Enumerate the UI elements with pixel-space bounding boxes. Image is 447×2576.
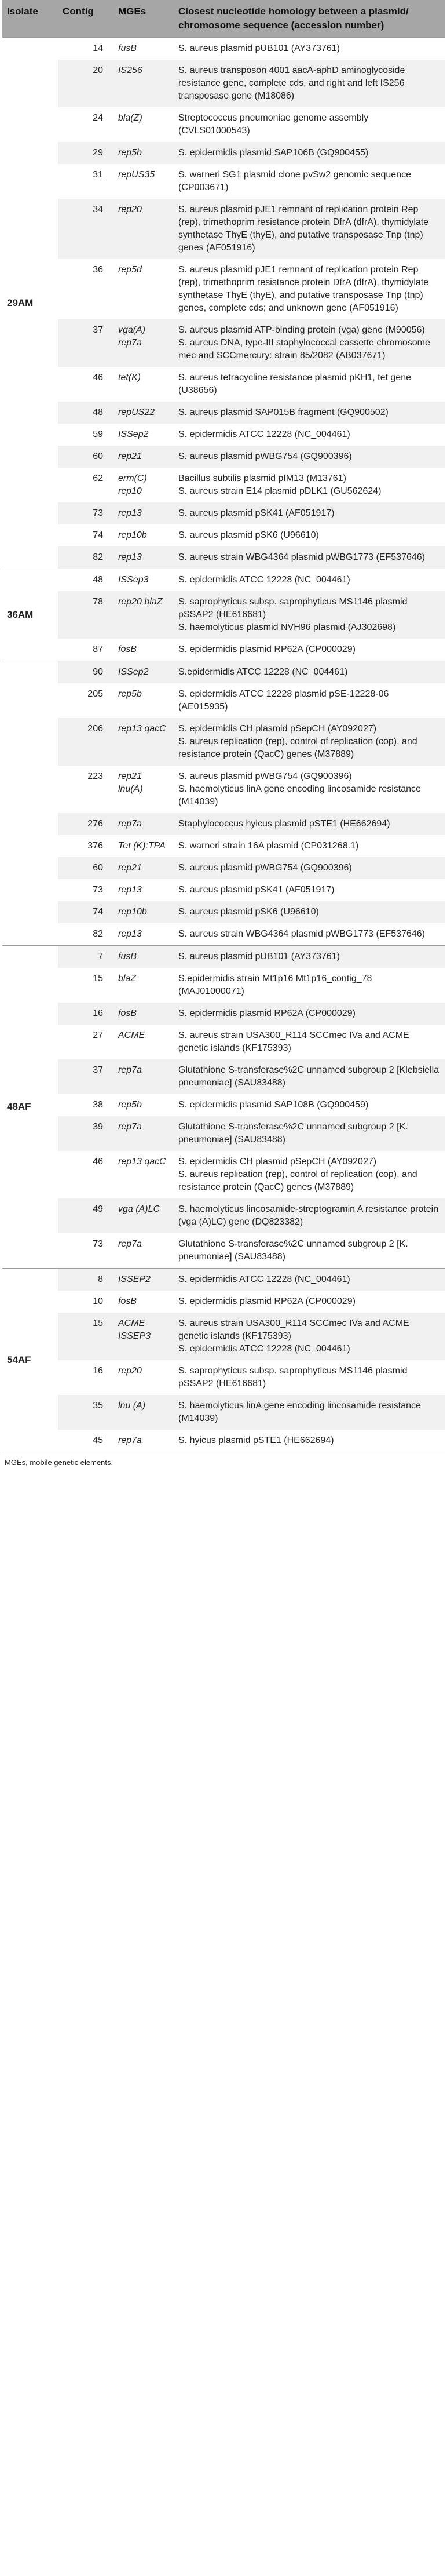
homology-line: S. haemolyticus lincosamide-streptogramin A resistance protein (vga (A)LC) gene (DQ823382)	[178, 1204, 439, 1227]
contig-cell: 37	[58, 319, 113, 367]
mge-cell: rep5b	[113, 1094, 174, 1116]
contig-cell: 60	[58, 857, 113, 879]
mge-cell: fosB	[113, 639, 174, 661]
homology-cell	[174, 923, 445, 946]
table-row	[2, 1116, 445, 1151]
homology-line: S. aureus strain WBG4364 plasmid pWBG1773 (EF537646)	[178, 552, 425, 562]
mge-cell: rep13	[113, 879, 174, 901]
mge-cell: rep20 blaZ	[113, 591, 174, 639]
table-row	[2, 1313, 445, 1360]
homology-line: S. epidermidis plasmid RP62A (CP000029)	[178, 1296, 356, 1306]
mge-cell: repUS35	[113, 164, 174, 199]
isolate-cell: 48AF	[2, 946, 58, 1269]
mge-cell: rep21	[113, 857, 174, 879]
contig-cell: 15	[58, 968, 113, 1003]
table-row	[2, 901, 445, 923]
mge-homology-table	[2, 0, 445, 1452]
homology-cell	[174, 901, 445, 923]
contig-cell: 45	[58, 1430, 113, 1452]
contig-cell: 34	[58, 199, 113, 259]
mge-cell: rep13 qacC	[113, 1151, 174, 1198]
isolate-cell	[2, 661, 58, 946]
table-row	[2, 60, 445, 107]
homology-cell	[174, 661, 445, 684]
table-row	[2, 718, 445, 766]
table-footnote: MGEs, mobile genetic elements.	[2, 1452, 445, 1467]
contig-cell: 10	[58, 1291, 113, 1313]
homology-line: S. aureus plasmid pWBG754 (GQ900396)	[178, 451, 352, 461]
homology-cell	[174, 718, 445, 766]
mge-cell: rep21	[113, 446, 174, 468]
header-row	[2, 0, 445, 38]
homology-line: Staphylococcus hyicus plasmid pSTE1 (HE662694)	[178, 819, 390, 829]
contig-cell: 14	[58, 38, 113, 60]
table-header	[2, 0, 445, 38]
contig-cell: 206	[58, 718, 113, 766]
homology-cell	[174, 446, 445, 468]
contig-cell: 8	[58, 1269, 113, 1291]
table-row	[2, 424, 445, 446]
contig-cell: 46	[58, 1151, 113, 1198]
table-row	[2, 1291, 445, 1313]
mge-cell: rep7a	[113, 1116, 174, 1151]
contig-cell: 74	[58, 901, 113, 923]
table-row	[2, 38, 445, 60]
mge-cell: rep7a	[113, 1059, 174, 1094]
homology-cell	[174, 591, 445, 639]
contig-cell: 87	[58, 639, 113, 661]
table-row	[2, 1198, 445, 1233]
contig-cell: 31	[58, 164, 113, 199]
table-row	[2, 835, 445, 857]
homology-line: S.epidermidis strain Mt1p16 Mt1p16_contig_78 (MAJ01000071)	[178, 974, 372, 996]
homology-line: S. aureus plasmid SAP015B fragment (GQ900502)	[178, 407, 389, 417]
table-row	[2, 319, 445, 367]
contig-cell: 35	[58, 1395, 113, 1430]
homology-line: S. aureus plasmid ATP-binding protein (vga) gene (M90056)	[178, 325, 425, 335]
homology-line: S. aureus strain USA300_R114 SCCmec IVa and ACME genetic islands (KF175393)	[178, 1318, 409, 1341]
contig-cell: 48	[58, 402, 113, 424]
homology-line: S. aureus plasmid pSK6 (U96610)	[178, 907, 319, 917]
mge-cell: rep20	[113, 1360, 174, 1395]
mge-cell: rep7a	[113, 813, 174, 835]
contig-cell: 62	[58, 468, 113, 502]
homology-line: S. aureus plasmid pSK41 (AF051917)	[178, 885, 335, 895]
homology-cell	[174, 524, 445, 546]
mge-cell: repUS22	[113, 402, 174, 424]
mge-cell: rep7a	[113, 1233, 174, 1269]
mge-cell: ISSep3	[113, 569, 174, 592]
table-row	[2, 591, 445, 639]
homology-cell	[174, 857, 445, 879]
mge-cell: ACME	[113, 1025, 174, 1059]
homology-line: S. saprophyticus subsp. saprophyticus MS1146 plasmid pSSAP2 (HE616681)	[178, 597, 408, 620]
homology-line: S. aureus strain USA300_R114 SCCmec IVa and ACME genetic islands (KF175393)	[178, 1030, 409, 1053]
table-body	[2, 38, 445, 1452]
homology-cell	[174, 199, 445, 259]
contig-cell: 82	[58, 546, 113, 569]
table-row	[2, 683, 445, 718]
table-row	[2, 199, 445, 259]
contig-cell: 16	[58, 1003, 113, 1025]
contig-cell: 49	[58, 1198, 113, 1233]
table-row	[2, 1003, 445, 1025]
homology-cell	[174, 835, 445, 857]
homology-line: Glutathione S-transferase%2C unnamed subgroup 2 [K. pneumoniae] (SAU83488)	[178, 1122, 408, 1145]
table-row	[2, 968, 445, 1003]
table-row	[2, 1395, 445, 1430]
contig-cell: 73	[58, 1233, 113, 1269]
homology-line: S. aureus plasmid pJE1 remnant of replication protein Rep (rep), trimethoprim resistance protein DfrA (dfrA), thymidylate synthetase ThyE (thyE), and putative transposase Tnp (tnp) genes (AF051916)	[178, 205, 429, 253]
homology-cell	[174, 1395, 445, 1430]
contig-cell: 60	[58, 446, 113, 468]
homology-cell	[174, 813, 445, 835]
mge-cell: fosB	[113, 1003, 174, 1025]
mge-cell: blaZ	[113, 968, 174, 1003]
mge-cell: rep13 qacC	[113, 718, 174, 766]
contig-cell: 15	[58, 1313, 113, 1360]
isolate-cell: 36AM	[2, 569, 58, 661]
table-row	[2, 524, 445, 546]
table-row	[2, 857, 445, 879]
mge-cell: ISSep2	[113, 661, 174, 684]
homology-cell	[174, 1198, 445, 1233]
homology-line: S. hyicus plasmid pSTE1 (HE662694)	[178, 1435, 334, 1445]
homology-line: Glutathione S-transferase%2C unnamed subgroup 2 [K. pneumoniae] (SAU83488)	[178, 1239, 408, 1262]
homology-line: S. haemolyticus linA gene encoding lincosamide resistance (M14039)	[178, 784, 421, 807]
homology-cell	[174, 1094, 445, 1116]
mge-cell: rep7a	[113, 1430, 174, 1452]
table-row	[2, 446, 445, 468]
mge-cell: fusB	[113, 38, 174, 60]
homology-line: S. aureus plasmid pUB101 (AY373761)	[178, 952, 340, 961]
contig-cell: 20	[58, 60, 113, 107]
homology-line: Glutathione S-transferase%2C unnamed subgroup 2 [Klebsiella pneumoniae] (SAU83488)	[178, 1065, 439, 1088]
mge-cell: rep20	[113, 199, 174, 259]
header-contig: Contig	[58, 0, 113, 38]
contig-cell: 73	[58, 879, 113, 901]
homology-line: S. epidermidis ATCC 12228 (NC_004461)	[178, 429, 350, 439]
mge-cell: Tet (K):TPA	[113, 835, 174, 857]
homology-line: S. epidermidis plasmid RP62A (CP000029)	[178, 644, 356, 654]
contig-cell: 27	[58, 1025, 113, 1059]
homology-cell	[174, 639, 445, 661]
mge-cell: vga(A) rep7a	[113, 319, 174, 367]
contig-cell: 82	[58, 923, 113, 946]
homology-line: S. aureus transposon 4001 aacA-aphD aminoglycoside resistance gene, complete cds, and right and left IS256 transposase gene (M18086)	[178, 65, 405, 101]
mge-cell: ISSEP2	[113, 1269, 174, 1291]
homology-cell	[174, 319, 445, 367]
homology-cell	[174, 38, 445, 60]
contig-cell: 376	[58, 835, 113, 857]
homology-cell	[174, 946, 445, 968]
homology-line: S. epidermidis CH plasmid pSepCH (AY092027)	[178, 724, 377, 734]
homology-cell	[174, 259, 445, 319]
homology-line: S. warneri SG1 plasmid clone pvSw2 genomic sequence (CP003671)	[178, 170, 411, 192]
mge-cell: fosB	[113, 1291, 174, 1313]
mge-cell: IS256	[113, 60, 174, 107]
contig-cell: 7	[58, 946, 113, 968]
header-mges: MGEs	[113, 0, 174, 38]
homology-line: S. aureus plasmid pSK41 (AF051917)	[178, 508, 335, 518]
table-row	[2, 107, 445, 142]
mge-cell: rep13	[113, 502, 174, 524]
homology-line: S. aureus tetracycline resistance plasmid pKH1, tet gene (U38656)	[178, 373, 411, 395]
homology-cell	[174, 164, 445, 199]
homology-line: S. haemolyticus linA gene encoding lincosamide resistance (M14039)	[178, 1401, 421, 1423]
homology-line: Bacillus subtilis plasmid pIM13 (M13761)	[178, 473, 346, 483]
homology-line: S. aureus replication (rep), control of replication (cop), and resistance protein (QacC) genes (M37889)	[178, 1169, 417, 1192]
mge-cell: ACME ISSEP3	[113, 1313, 174, 1360]
homology-cell	[174, 424, 445, 446]
table-row	[2, 142, 445, 164]
contig-cell: 73	[58, 502, 113, 524]
homology-cell	[174, 1151, 445, 1198]
table-row	[2, 1151, 445, 1198]
table-row	[2, 1430, 445, 1452]
homology-line: S. warneri strain 16A plasmid (CP031268.1)	[178, 841, 359, 851]
table-row	[2, 1233, 445, 1269]
table-row	[2, 367, 445, 402]
homology-line: S. epidermidis ATCC 12228 plasmid pSE-12228-06 (AE015935)	[178, 689, 389, 712]
mge-cell: fusB	[113, 946, 174, 968]
homology-cell	[174, 468, 445, 502]
homology-line: S. epidermidis ATCC 12228 (NC_004461)	[178, 1274, 350, 1284]
table-row	[2, 639, 445, 661]
homology-line: Streptococcus pneumoniae genome assembly (CVLS01000543)	[178, 113, 369, 136]
homology-line: S. epidermidis plasmid RP62A (CP000029)	[178, 1008, 356, 1018]
mge-cell: rep5d	[113, 259, 174, 319]
contig-cell: 46	[58, 367, 113, 402]
homology-cell	[174, 968, 445, 1003]
homology-line: S. epidermidis CH plasmid pSepCH (AY092027)	[178, 1157, 377, 1167]
contig-cell: 90	[58, 661, 113, 684]
homology-cell	[174, 1233, 445, 1269]
contig-cell: 16	[58, 1360, 113, 1395]
table-row	[2, 259, 445, 319]
homology-cell	[174, 1313, 445, 1360]
homology-line: S. aureus strain WBG4364 plasmid pWBG1773 (EF537646)	[178, 929, 425, 939]
homology-line: S. saprophyticus subsp. saprophyticus MS1146 plasmid pSSAP2 (HE616681)	[178, 1366, 408, 1389]
mge-cell: rep5b	[113, 683, 174, 718]
contig-cell: 223	[58, 766, 113, 813]
table-row	[2, 402, 445, 424]
contig-cell: 24	[58, 107, 113, 142]
contig-cell: 29	[58, 142, 113, 164]
homology-cell	[174, 1003, 445, 1025]
table-row	[2, 946, 445, 968]
contig-cell: 39	[58, 1116, 113, 1151]
homology-line: S. haemolyticus plasmid NVH96 plasmid (AJ302698)	[178, 622, 396, 632]
isolate-cell: 29AM	[2, 38, 58, 569]
mge-cell: rep13	[113, 923, 174, 946]
homology-cell	[174, 142, 445, 164]
homology-line: S. aureus plasmid pWBG754 (GQ900396)	[178, 863, 352, 873]
contig-cell: 59	[58, 424, 113, 446]
homology-line: S. epidermidis plasmid SAP106B (GQ900455)	[178, 148, 369, 158]
homology-cell	[174, 1116, 445, 1151]
mge-cell: ISSep2	[113, 424, 174, 446]
contig-cell: 36	[58, 259, 113, 319]
mge-cell: rep5b	[113, 142, 174, 164]
homology-line: S.epidermidis ATCC 12228 (NC_004461)	[178, 667, 348, 677]
homology-cell	[174, 60, 445, 107]
homology-cell	[174, 1025, 445, 1059]
homology-cell	[174, 683, 445, 718]
table-row	[2, 661, 445, 684]
homology-line: S. aureus DNA, type-III staphylococcal cassette chromosome mec and SCCmercury: strain 85/2082 (AB037671)	[178, 338, 430, 360]
homology-line: S. aureus plasmid pSK6 (U96610)	[178, 530, 319, 540]
contig-cell: 78	[58, 591, 113, 639]
table-row	[2, 879, 445, 901]
homology-line: S. epidermidis ATCC 12228 (NC_004461)	[178, 575, 350, 585]
homology-cell	[174, 1360, 445, 1395]
homology-cell	[174, 1291, 445, 1313]
table-row	[2, 1360, 445, 1395]
homology-line: S. aureus plasmid pUB101 (AY373761)	[178, 43, 340, 53]
table-row	[2, 766, 445, 813]
table-row	[2, 1025, 445, 1059]
contig-cell: 48	[58, 569, 113, 592]
table-row	[2, 1059, 445, 1094]
table-row	[2, 569, 445, 592]
mge-cell: rep21 lnu(A)	[113, 766, 174, 813]
contig-cell: 38	[58, 1094, 113, 1116]
table-row	[2, 1269, 445, 1291]
table-row	[2, 923, 445, 946]
mge-cell: bla(Z)	[113, 107, 174, 142]
homology-line: S. aureus replication (rep), control of replication (cop), and resistance protein (QacC) genes (M37889)	[178, 737, 417, 759]
table-row	[2, 468, 445, 502]
contig-cell: 74	[58, 524, 113, 546]
table-row	[2, 164, 445, 199]
homology-line: S. epidermidis plasmid SAP108B (GQ900459)	[178, 1100, 369, 1110]
table-row	[2, 1094, 445, 1116]
contig-cell: 276	[58, 813, 113, 835]
mge-cell: rep10b	[113, 901, 174, 923]
header-isolate: Isolate	[2, 0, 58, 38]
homology-cell	[174, 502, 445, 524]
homology-cell	[174, 766, 445, 813]
table-row	[2, 813, 445, 835]
contig-cell: 37	[58, 1059, 113, 1094]
table-row	[2, 502, 445, 524]
homology-cell	[174, 569, 445, 592]
mge-cell: rep13	[113, 546, 174, 569]
mge-cell: lnu (A)	[113, 1395, 174, 1430]
homology-cell	[174, 546, 445, 569]
isolate-cell: 54AF	[2, 1269, 58, 1452]
contig-cell: 205	[58, 683, 113, 718]
homology-cell	[174, 402, 445, 424]
homology-line: S. epidermidis ATCC 12228 (NC_004461)	[178, 1344, 350, 1354]
homology-cell	[174, 1269, 445, 1291]
header-homology: Closest nucleotide homology between a plasmid/ chromosome sequence (accession number)	[174, 0, 445, 38]
homology-line: S. aureus strain E14 plasmid pDLK1 (GU562624)	[178, 486, 382, 496]
homology-cell	[174, 879, 445, 901]
homology-cell	[174, 367, 445, 402]
homology-cell	[174, 1430, 445, 1452]
homology-cell	[174, 107, 445, 142]
table-row	[2, 546, 445, 569]
mge-cell: erm(C) rep10	[113, 468, 174, 502]
mge-cell: tet(K)	[113, 367, 174, 402]
mge-cell: vga (A)LC	[113, 1198, 174, 1233]
homology-line: S. aureus plasmid pWBG754 (GQ900396)	[178, 771, 352, 781]
homology-cell	[174, 1059, 445, 1094]
mge-cell: rep10b	[113, 524, 174, 546]
homology-line: S. aureus plasmid pJE1 remnant of replication protein Rep (rep), trimethoprim resistance protein DfrA (dfrA), thymidylate synthetase ThyE (thyE), and putative transposase Tnp (tnp) genes, complete cds; and unknown gene (AF051916)	[178, 265, 429, 313]
